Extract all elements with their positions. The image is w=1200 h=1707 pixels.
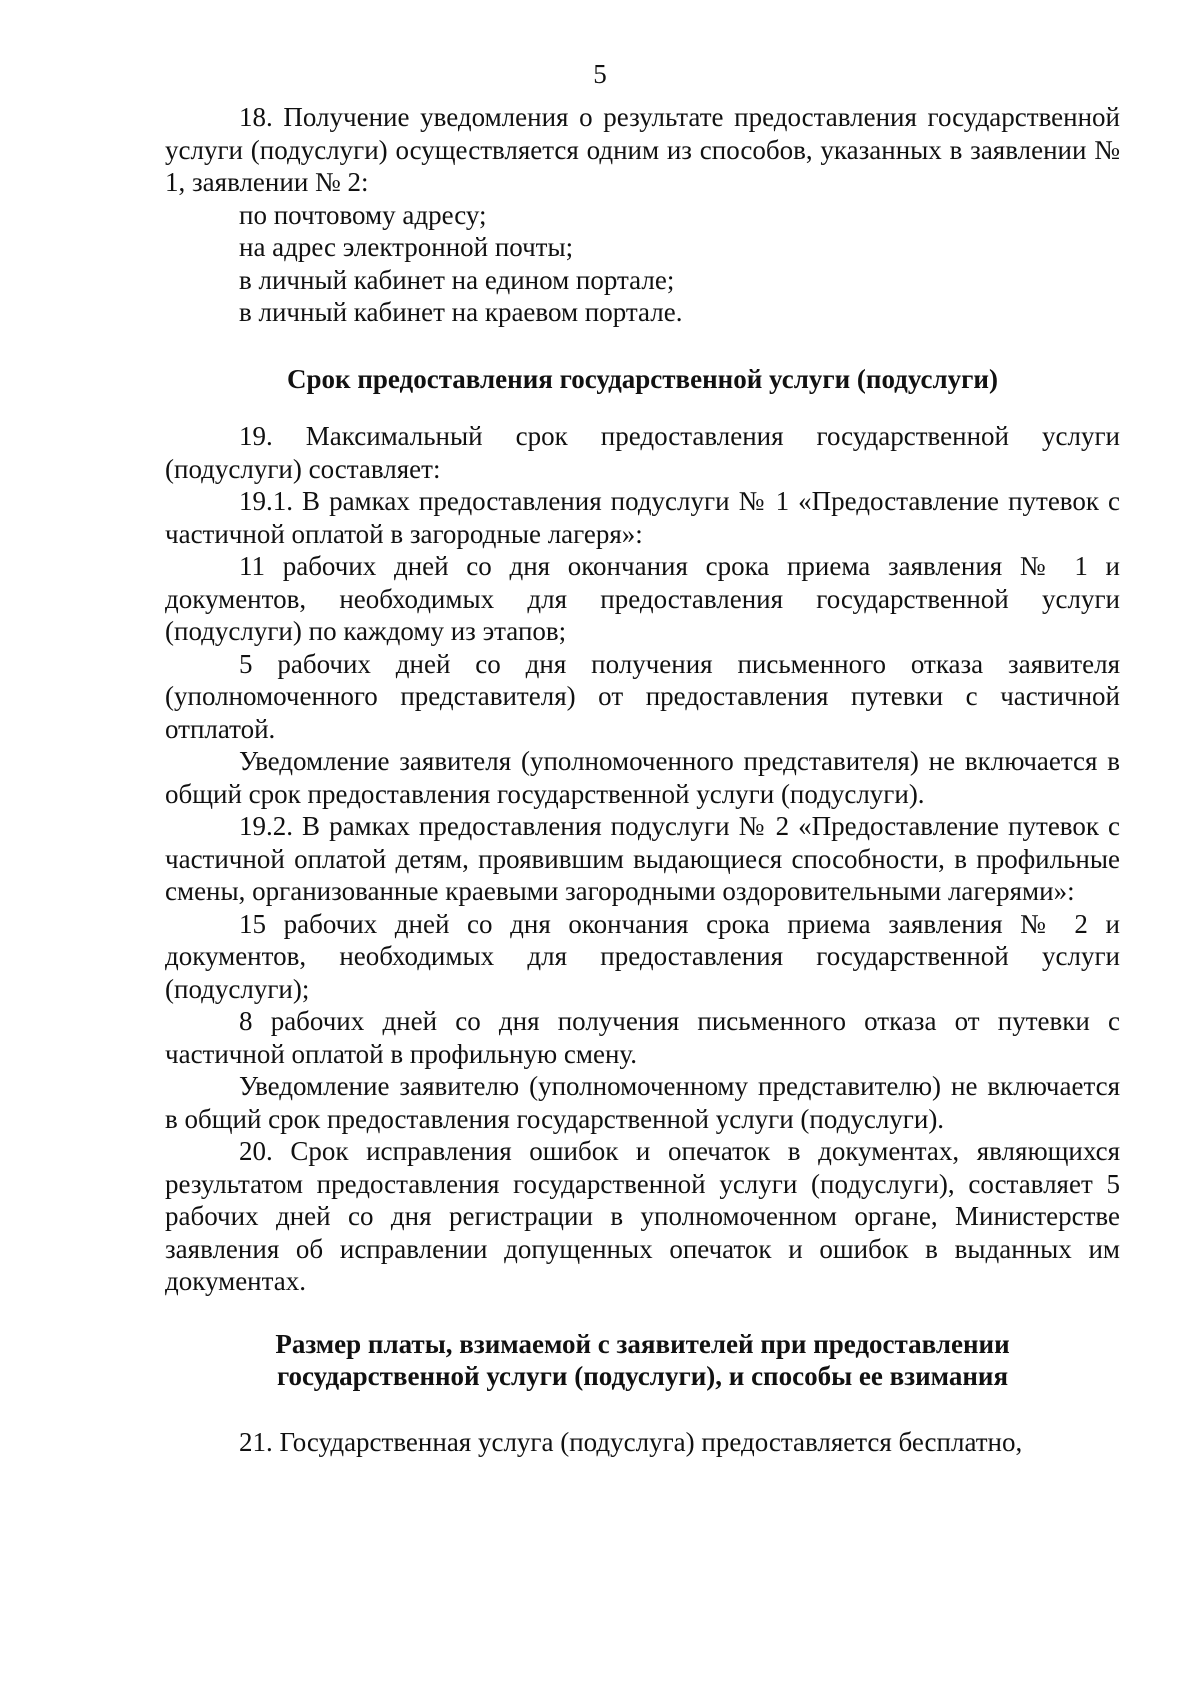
paragraph-19-1-b: 5 рабочих дней со дня получения письменного отказа заявителя (уполномоченного представителя) от предоставления путевки с частичной отплатой. — [165, 648, 1120, 744]
paragraph-21: 21. Государственная услуга (подуслуга) предоставляется бесплатно, — [239, 1426, 1023, 1457]
section-heading-term: Срок предоставления государственной услуги (подуслуги) — [287, 363, 998, 394]
list-item: по почтовому адресу; — [239, 199, 487, 230]
list-item: в личный кабинет на едином портале; — [239, 264, 675, 295]
paragraph-19-2-b: 8 рабочих дней со дня получения письменного отказа от путевки с частичной оплатой в профильную смену. — [165, 1006, 1120, 1069]
document-body — [165, 101, 1120, 1458]
paragraph-20: 20. Срок исправления ошибок и опечаток в документах, являющихся результатом предоставления государственной услуги (подуслуги), составляет 5 рабочих дней со дня регистрации в уполномоченном органе, Министерстве заявления об исправлении допущенных опечаток и ошибок в выданных им документах. — [165, 1136, 1120, 1296]
section-heading-fee-line1: Размер платы, взимаемой с заявителей при предоставлении — [275, 1328, 1010, 1359]
paragraph-19-2-c: Уведомление заявителю (уполномоченному представителю) не включается в общий срок предоставления государственной услуги (подуслуги). — [165, 1071, 1120, 1134]
paragraph-19-1-a: 11 рабочих дней со дня окончания срока приема заявления № 1 и документов, необходимых для предоставления государственной услуги (подуслуги) по каждому из этапов; — [165, 551, 1120, 646]
list-item: в личный кабинет на краевом портале. — [239, 297, 683, 327]
paragraph-19-1-c: Уведомление заявителя (уполномоченного представителя) не включается в общий срок предоставления государственной услуги (подуслуги). — [165, 746, 1120, 809]
page-number: 5 — [593, 59, 607, 89]
paragraph-19: 19. Максимальный срок предоставления государственной услуги (подуслуги) составляет: — [165, 421, 1120, 484]
paragraph-18: 18. Получение уведомления о результате предоставления государственной услуги (подуслуги) осуществляется одним из способов, указанных в заявлении № 1, заявлении № 2: — [165, 102, 1120, 197]
paragraph-19-2-a: 15 рабочих дней со дня окончания срока приема заявления № 2 и документов, необходимых для предоставления государственной услуги (подуслуги); — [165, 908, 1120, 1004]
paragraph-19-1: 19.1. В рамках предоставления подуслуги № 1 «Предоставление путевок с частичной оплатой в загородные лагеря»: — [165, 486, 1120, 549]
list-item: на адрес электронной почты; — [239, 232, 574, 262]
paragraph-19-2: 19.2. В рамках предоставления подуслуги № 2 «Предоставление путевок с частичной оплатой детям, проявившим выдающиеся способности, в профильные смены, организованные краевыми загородными оздоровительными лагерями»: — [165, 811, 1120, 906]
section-heading-fee-line2: государственной услуги (подуслуги), и способы ее взимания — [276, 1361, 1009, 1391]
